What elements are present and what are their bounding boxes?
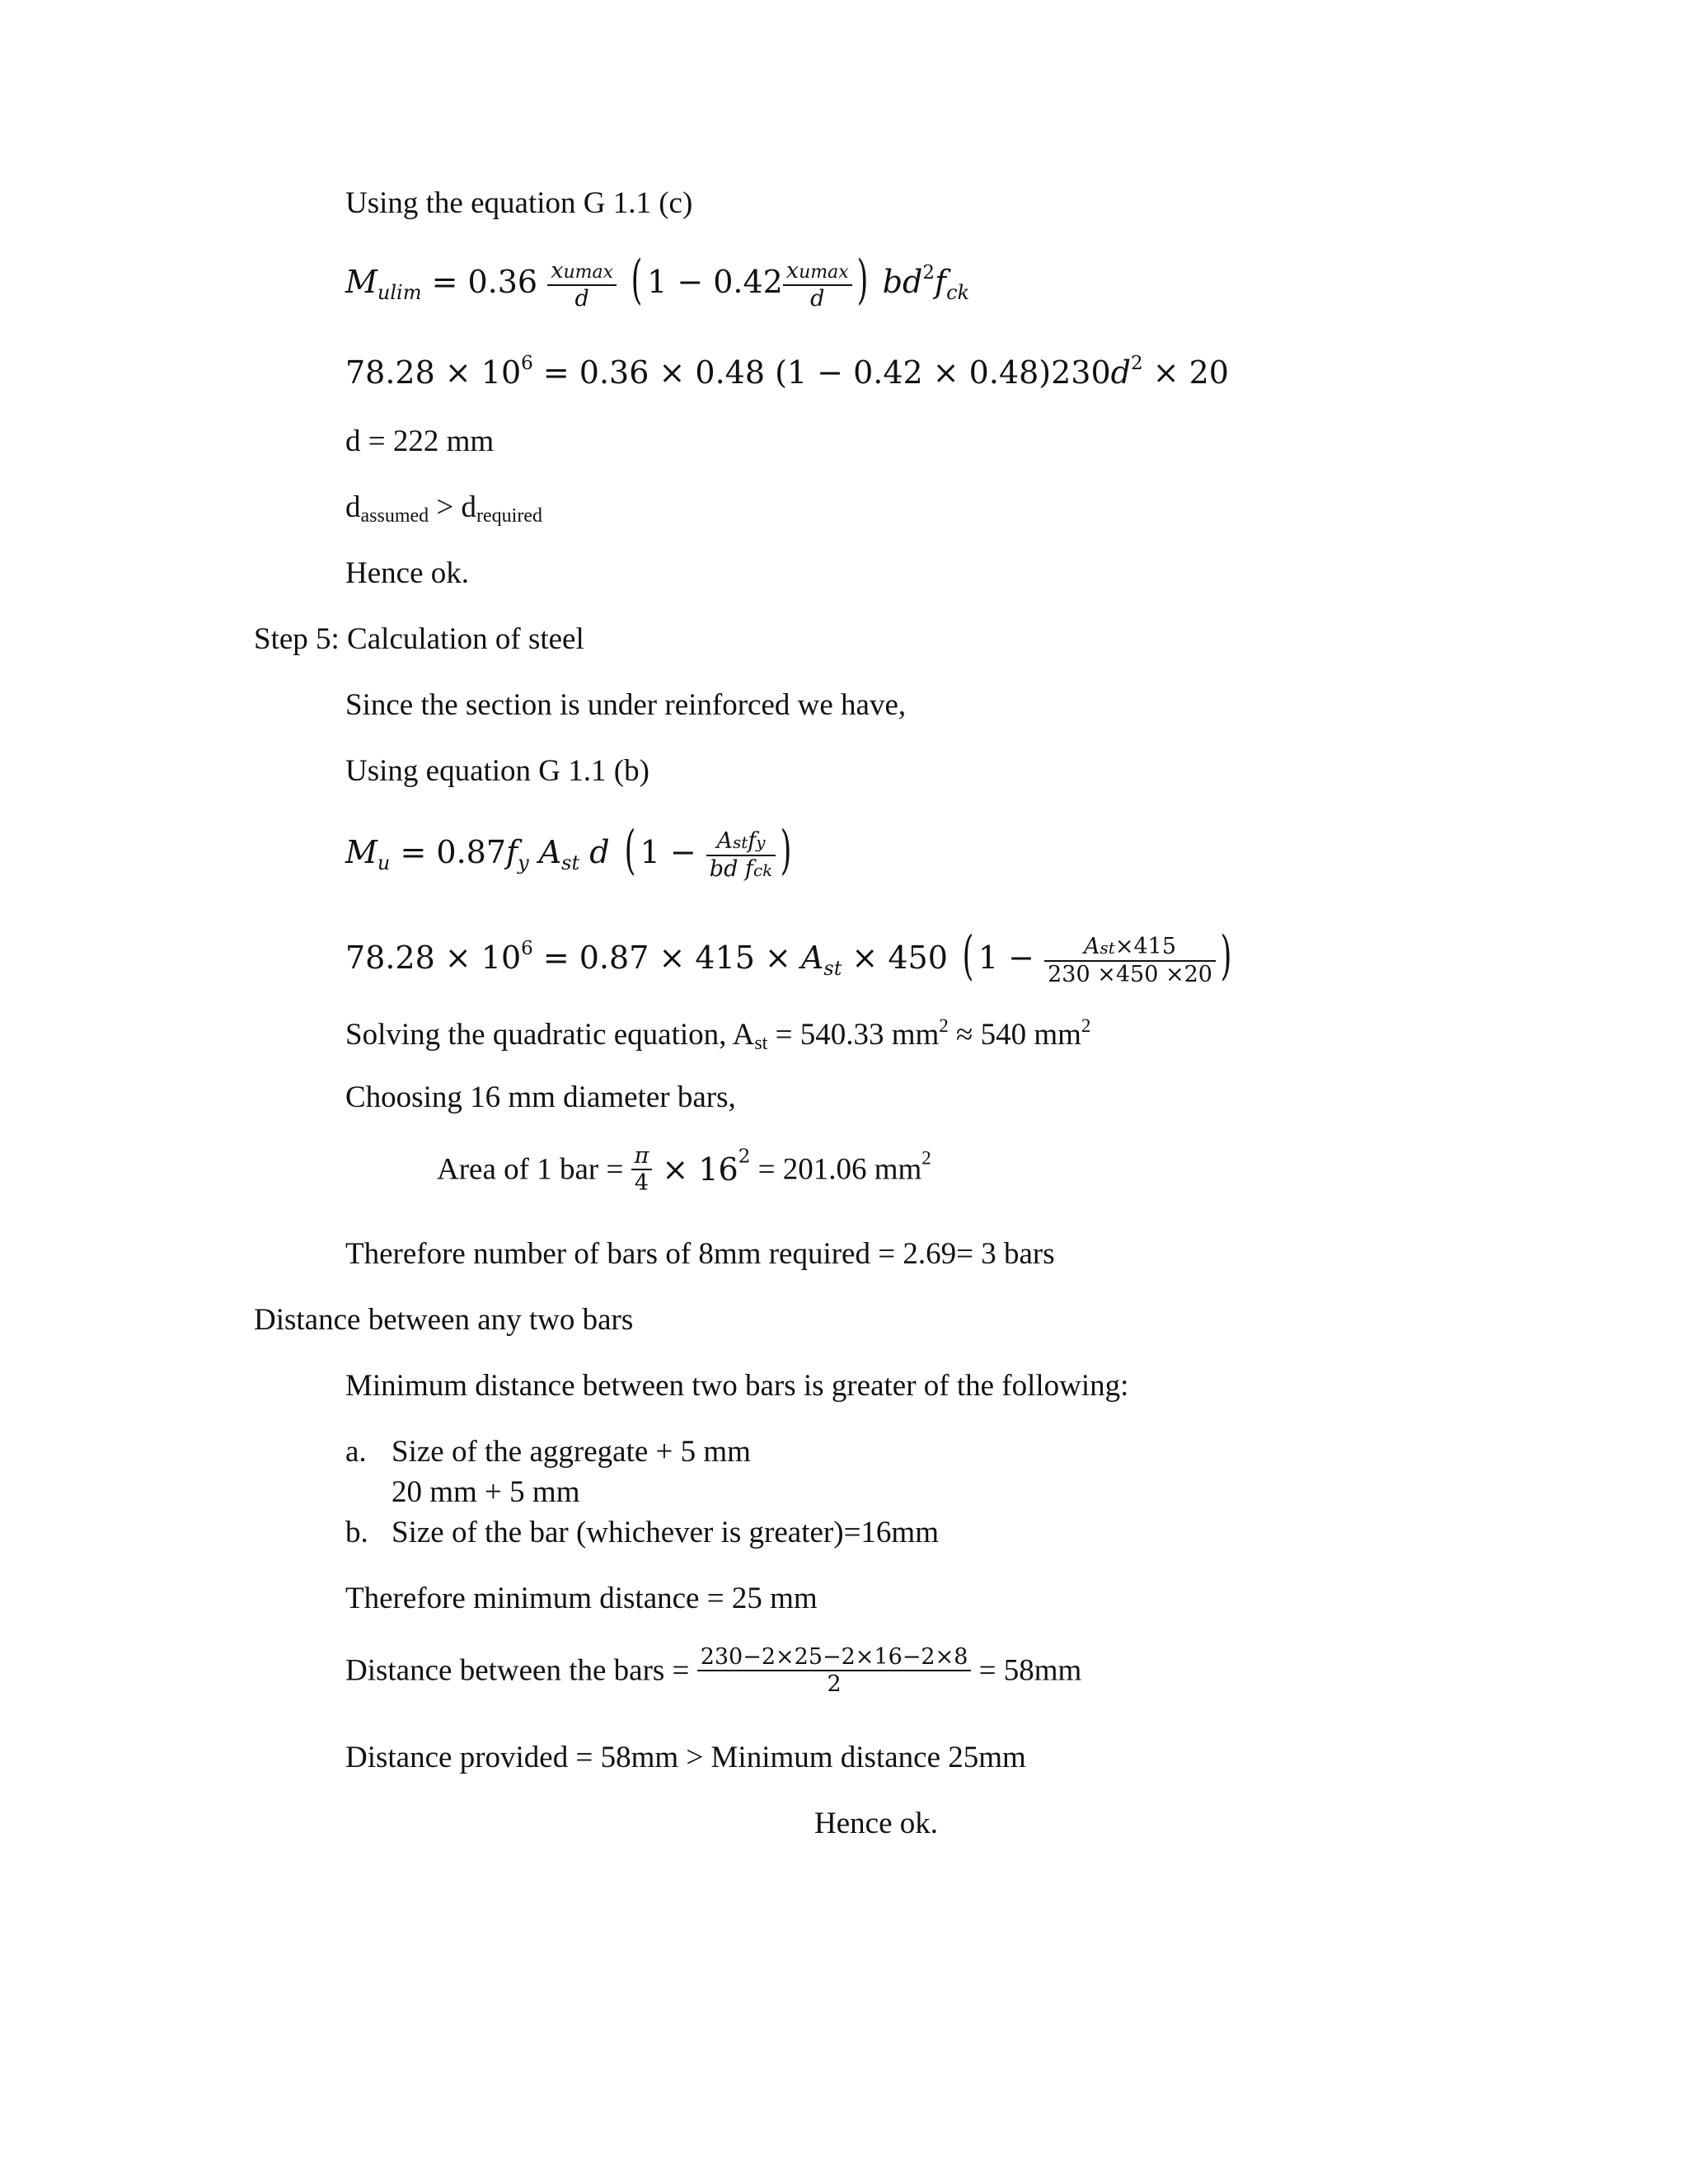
mulim-equation: $M_{ulim} = 0.36$ $\frac{xumax}{d}$ ( 1 − 0.42 $\frac{xumax}{d}$ ) $bd^2f_{ck}$ — [345, 250, 970, 312]
min-distance: Therefore minimum distance = 25 mm — [345, 1582, 818, 1615]
mulim-inner-term: 1 − 0.42 — [647, 264, 783, 300]
list-item-b: b. Size of the bar (whichever is greater)=16mm — [345, 1516, 939, 1549]
min-distance-intro: Minimum distance between two bars is greater of the following: — [345, 1369, 1129, 1403]
equation-intro-g11b: Using equation G 1.1 (b) — [345, 754, 649, 788]
equation-intro-g11c: Using the equation G 1.1 (c) — [345, 186, 693, 220]
distance-fraction: $\frac{230-2\times 25-2\times 16-2\times 8}{2}$ — [697, 1644, 972, 1697]
bd-term: bd — [872, 264, 923, 300]
hence-ok-2: Hence ok. — [814, 1807, 938, 1840]
choosing-bars: Choosing 16 mm diameter bars, — [345, 1080, 736, 1114]
list-item-a: a. Size of the aggregate + 5 mm — [345, 1435, 751, 1469]
d-comparison: $d_{assumed} > d_{required}$ — [345, 490, 542, 527]
step5-heading: Step 5: Calculation of steel — [254, 622, 584, 656]
d-value: d = 222 mm — [345, 424, 495, 458]
mulim-symbol: M — [345, 264, 377, 300]
mulim-subscript: ulim — [377, 281, 422, 304]
pi-over-4-fraction: $\frac{\pi}{4}$ — [631, 1143, 653, 1196]
under-reinforced-text: Since the section is under reinforced we have, — [345, 688, 907, 722]
fck-term: f — [935, 264, 947, 300]
xumax-over-d-fraction: $\frac{xumax}{d}$ — [547, 258, 617, 311]
distance-between-bars: Distance between the bars = $\frac{230-2\times 25-2\times 16-2\times 8}{2}$ = 58mm — [345, 1644, 1082, 1698]
list-item-a-detail: 20 mm + 5 mm — [392, 1475, 580, 1509]
bars-required: Therefore number of bars of 8mm required = 2.69= 3 bars — [345, 1237, 1055, 1271]
xumax-over-d-fraction-2: $\frac{xumax}{d}$ — [783, 258, 852, 311]
numeric-equation-2: $78.28 \times 10^6 = 0.87 \times 415 \times A_{st} \times 450$ ( 1 − $\frac{\text{Ast×415}}{230 \times 450 \times 20}$ ) — [345, 926, 1232, 987]
distance-heading: Distance between any two bars — [254, 1303, 634, 1337]
mulim-coefficient: = 0.36 — [421, 264, 538, 300]
quadratic-solution: Solving the quadratic equation, $A_{st} = 540.33$ $mm^2 \approx 540$ $mm^2$ — [345, 1015, 1091, 1054]
mu-equation: $M_u = 0.87f_y$ $A_{st}$ d ( 1 − $\frac{\text{Astfy}}{\text{bd fck}}$ ) — [345, 820, 792, 882]
distance-provided: Distance provided = 58mm > Minimum distance 25mm — [345, 1741, 1026, 1774]
ast-415-fraction: $\frac{\text{Ast×415}}{230 \times 450 \times 20}$ — [1044, 934, 1216, 987]
numeric-equation-1: $78.28 \times 10^6 = 0.36 \times 0.48$ $(1 - 0.42 \times 0.48)230d^2 \times 20$ — [345, 353, 1229, 391]
hence-ok-1: Hence ok. — [345, 556, 469, 590]
area-of-bar: Area of 1 bar = $\frac{\pi}{4}$ × $16^2 = 201.06$ $mm^2$ — [437, 1143, 931, 1197]
open-paren: ( — [631, 250, 643, 311]
ast-fy-over-bd-fck: $\frac{\text{Astfy}}{\text{bd fck}}$ — [706, 828, 776, 881]
close-paren: ) — [856, 250, 869, 311]
